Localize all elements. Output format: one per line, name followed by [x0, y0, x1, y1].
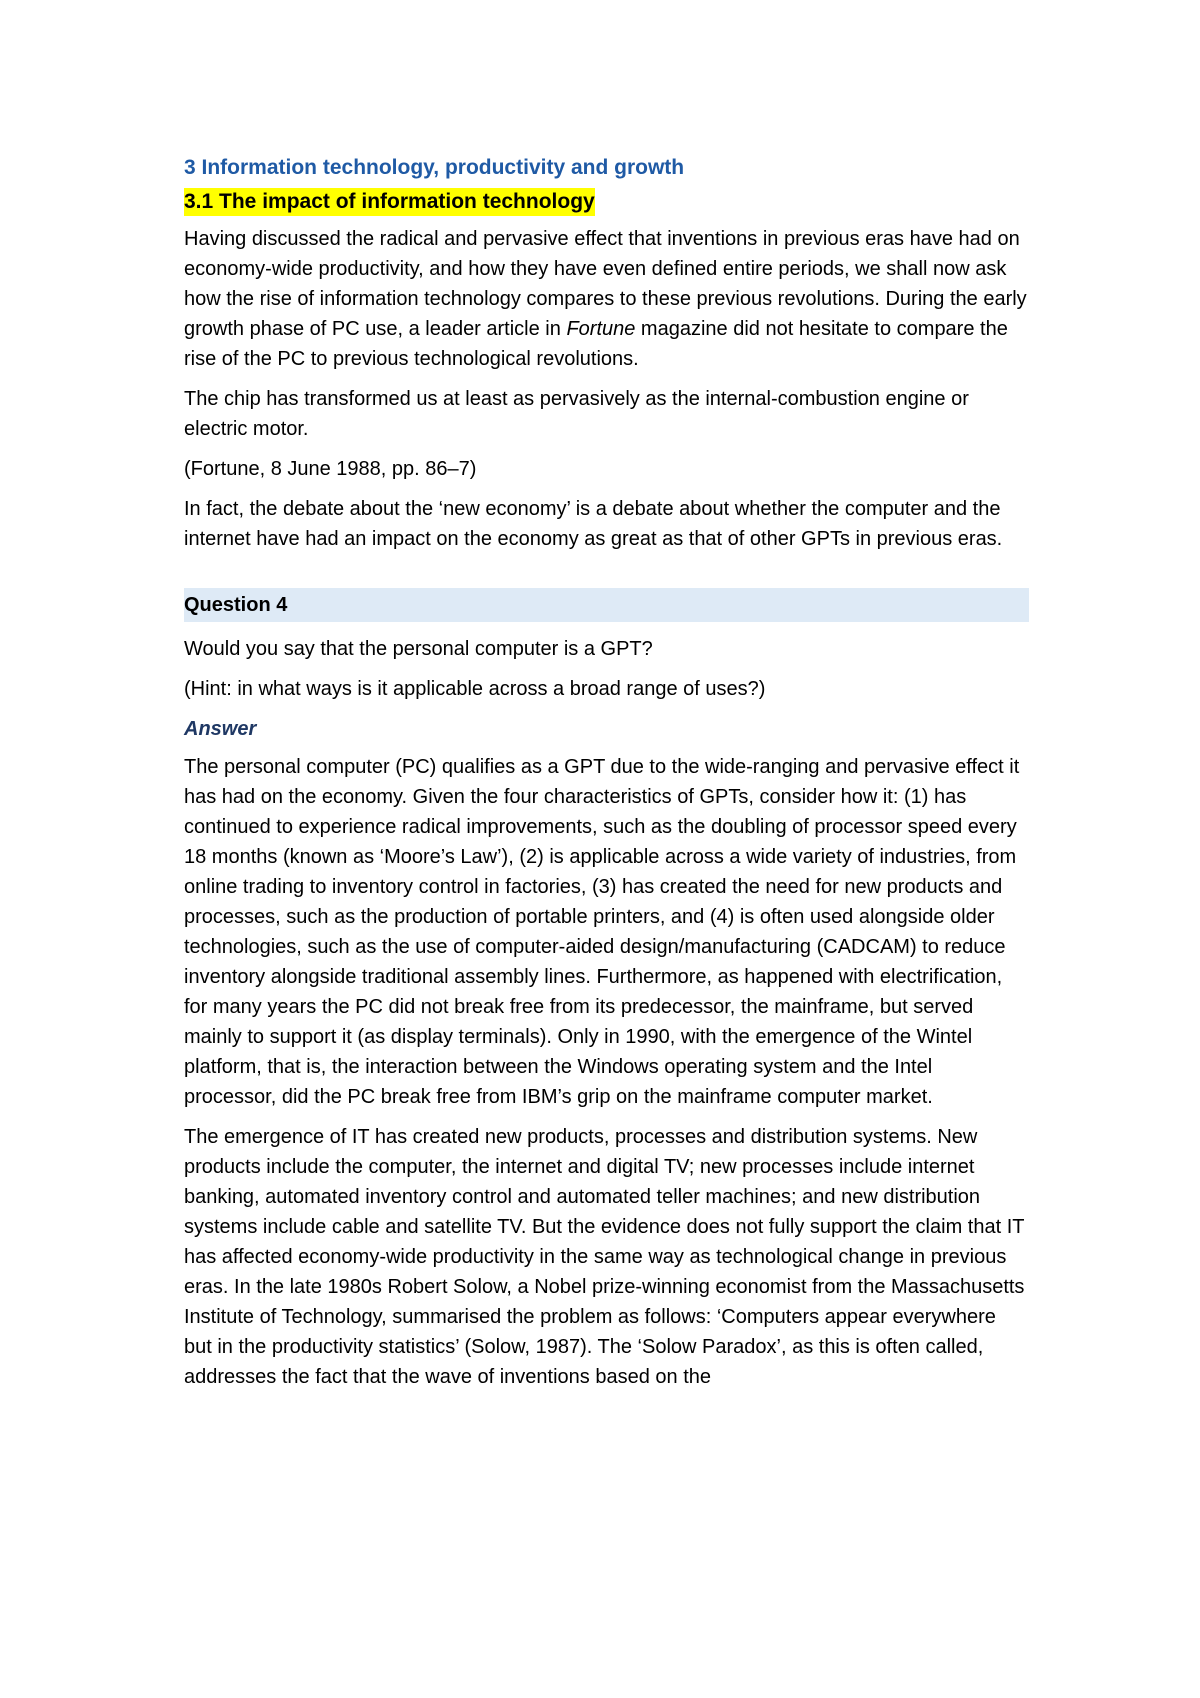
question-title: Question 4	[184, 594, 288, 616]
intro-paragraph-end: magazine did not hesitate to compare the rise of the PC to previous technological revolutions.	[184, 318, 1008, 370]
quote-citation: (Fortune, 8 June 1988, pp. 86–7)	[184, 458, 477, 480]
question-band	[184, 588, 1029, 622]
document-page	[184, 150, 1029, 1402]
new-economy-paragraph: In fact, the debate about the ‘new economy’ is a debate about whether the computer and the internet have had an impact on the economy as great as that of other GPTs in previous eras.	[184, 498, 1003, 550]
intro-paragraph	[184, 224, 1029, 374]
block-quote: The chip has transformed us at least as pervasively as the internal-combustion engine or electric motor.	[184, 388, 969, 440]
section-title: 3 Information technology, productivity and growth	[184, 156, 685, 179]
answer-paragraph-2: The emergence of IT has created new products, processes and distribution systems. New products include the computer, the internet and digital TV; new processes include internet banking, automated inventory control and automated teller machines; and new distribution systems include cable and satellite TV. But the evidence does not fully support the claim that IT has affected economy-wide productivity in the same way as technological change in previous eras. In the late 1980s Robert Solow, a Nobel prize-winning economist from the Massachusetts Institute of Technology, summarised the problem as follows: ‘Computers appear everywhere but in the productivity statistics’ (Solow, 1987). The ‘Solow Paradox’, as this is often called, addresses the fact that the wave of inventions based on the	[184, 1126, 1025, 1388]
intro-paragraph-start: Having discussed the radical and pervasive effect that inventions in previous eras have had on economy-wide productivity, and how they have even defined entire periods, we shall now ask how the rise of information technology compares to these previous revolutions. During the early growth phase of PC use, a leader article in	[184, 228, 1027, 340]
fortune-italic: Fortune	[566, 318, 636, 340]
answer-paragraph-1: The personal computer (PC) qualifies as a GPT due to the wide-ranging and pervasive effect it has had on the economy. Given the four characteristics of GPTs, consider how it: (1) has continued to experience radical improvements, such as the doubling of processor speed every 18 months (known as ‘Moore’s Law’), (2) is applicable across a wide variety of industries, from online trading to inventory control in factories, (3) has created the need for new products and processes, such as the production of portable printers, and (4) is often used alongside older technologies, such as the use of computer-aided design/manufacturing (CADCAM) to reduce inventory alongside traditional assembly lines. Furthermore, as happened with electrification, for many years the PC did not break free from its predecessor, the mainframe, but served mainly to support it (as display terminals). Only in 1990, with the emergence of the Wintel platform, that is, the interaction between the Windows operating system and the Intel processor, did the PC break free from IBM’s grip on the mainframe computer market.	[184, 756, 1020, 1108]
answer-label: Answer	[184, 718, 257, 740]
question-hint: (Hint: in what ways is it applicable across a broad range of uses?)	[184, 678, 766, 700]
subsection-title: 3.1 The impact of information technology	[184, 188, 595, 216]
question-text: Would you say that the personal computer is a GPT?	[184, 638, 653, 660]
